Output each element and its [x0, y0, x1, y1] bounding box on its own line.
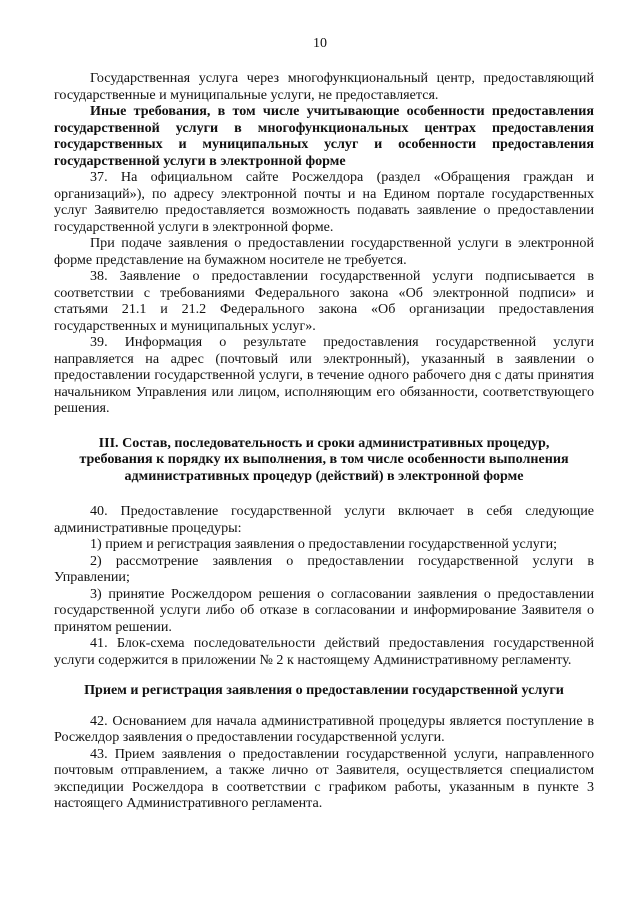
paragraph-43: 43. Прием заявления о предоставлении государственной услуги, направленного почтовым отправлением, а также лично от Заявителя, осуществляется специалистом экспедиции Росжелдора в соответствии с графиком работы, указанным в пункте 3 настоящего Административного регламента. — [54, 745, 594, 812]
paragraph-electronic-submission: При подаче заявления о предоставлении государственной услуги в электронной форме представление на бумажном носителе не требуется. — [54, 235, 594, 268]
paragraph-38: 38. Заявление о предоставлении государственной услуги подписывается в соответствии с требованиями Федерального закона «Об электронной подписи» и статьями 21.1 и 21.2 Федерального закона «Об организации предоставления государственных и муниципальных услуг». — [54, 268, 594, 334]
paragraph-37: 37. На официальном сайте Росжелдора (раздел «Обращения граждан и организаций»), по адресу электронной почты и на Едином портале государственных услуг Заявителю предоставляется возможность подавать заявление о предоставлении государственной услуги в электронной форме. — [54, 169, 594, 235]
list-item-3: 3) принятие Росжелдором решения о согласовании заявления о предоставлении государственной услуги либо об отказе в согласовании и информирование Заявителя о принятом решении. — [54, 585, 594, 635]
paragraph-mfc: Государственная услуга через многофункциональный центр, предоставляющий государственные и муниципальные услуги, не предоставляется. — [54, 70, 594, 103]
section-iii-heading: III. Состав, последовательность и сроки административных процедур, требования к порядку их выполнения, в том числе особенности выполнения административных процедур (действий) в электронной форме — [79, 434, 569, 484]
page-number: 10 — [313, 36, 327, 51]
paragraph-42: 42. Основанием для начала административной процедуры является поступление в Росжелдор заявления о предоставлении государственной услуги. — [54, 712, 594, 746]
page-content — [54, 70, 594, 812]
bold-requirements-heading: Иные требования, в том числе учитывающие особенности предоставления государственной услуги в многофункциональных центрах предоставления государственных и муниципальных услуг и особенности предоставления государственной услуги в электронной форме — [54, 103, 594, 169]
subheading-reception: Прием и регистрация заявления о предоставлении государственной услуги — [84, 682, 564, 699]
paragraph-41: 41. Блок-схема последовательности действий предоставления государственной услуги содержится в приложении № 2 к настоящему Административному регламенту. — [54, 635, 594, 668]
list-item-2: 2) рассмотрение заявления о предоставлении государственной услуги в Управлении; — [54, 552, 594, 585]
paragraph-39: 39. Информация о результате предоставления государственной услуги направляется на адрес (почтовый или электронный), указанный в заявлении о предоставлении государственной услуги, в течение одного рабочего дня с даты принятия начальником Управления или лицом, исполняющим его обязанности, соответствующего решения. — [54, 334, 594, 416]
paragraph-40: 40. Предоставление государственной услуги включает в себя следующие административные процедуры: — [54, 503, 594, 536]
list-item-1: 1) прием и регистрация заявления о предоставлении государственной услуги; — [90, 536, 558, 552]
